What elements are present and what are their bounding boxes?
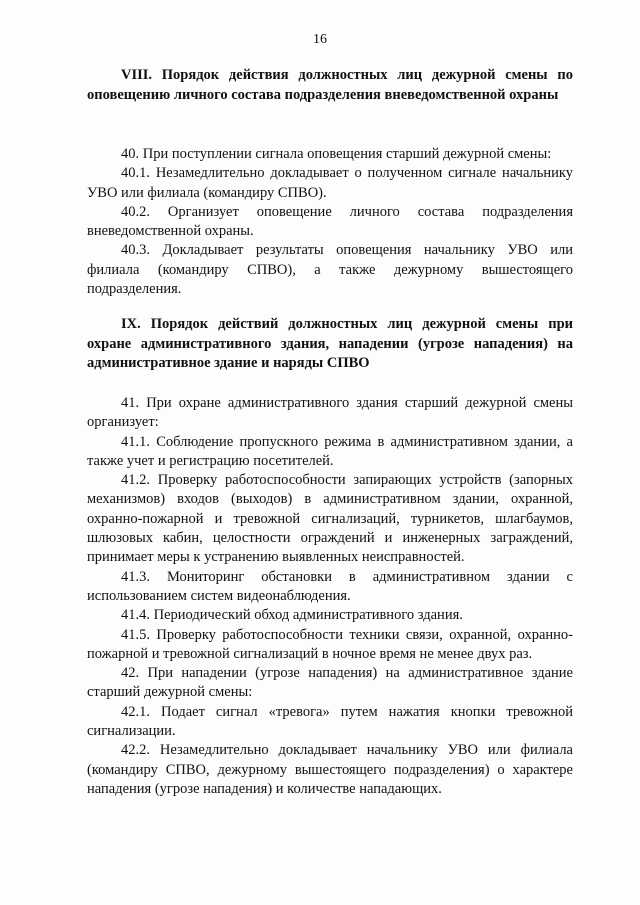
paragraph-40-1: 40.1. Незамедлительно докладывает о полученном сигнале начальнику УВО или филиала (командиру СПВО). [87,165,573,201]
paragraph-41-5: 41.5. Проверку работоспособности техники связи, охранной, охранно-пожарной и тревожной сигнализаций в ночное время не менее двух раз. [87,626,573,662]
section-8-body [87,145,573,299]
section-9-heading: IX. Порядок действий должностных лиц дежурной смены при охране административного здания, нападении (угрозе нападения) на административное здание и наряды СПВО [87,316,573,371]
section-9-body [87,394,573,799]
paragraph-40: 40. При поступлении сигнала оповещения старший дежурной смены: [121,146,552,162]
paragraph-41-2: 41.2. Проверку работоспособности запирающих устройств (запорных механизмов) входов (выходов) в административном здании, охранной, охранно-пожарной и тревожной сигнализаций, турникетов, шлагбаумов, шлюзовых кабин, целостности ограждений и инженерных заграждений, принимает меры к устранению выявленных неисправностей. [87,472,573,566]
paragraph-41-4: 41.4. Периодический обход административного здания. [121,607,463,624]
paragraph-42-1: 42.1. Подает сигнал «тревога» путем нажатия кнопки тревожной сигнализации. [87,703,573,740]
paragraph-41: 41. При охране административного здания старший дежурной смены организует: [87,395,573,431]
paragraph-42: 42. При нападении (угрозе нападения) на административное здание старший дежурной смены: [87,665,573,701]
paragraph-40-2: 40.2. Организует оповещение личного состава подразделения вневедомственной охраны. [87,203,573,240]
paragraph-41-1: 41.1. Соблюдение пропускного режима в административном здании, а также учет и регистрацию посетителей. [87,433,573,469]
paragraph-42-2: 42.2. Незамедлительно докладывает начальнику УВО или филиала (командиру СПВО, дежурному вышестоящего подразделения) о характере нападения (угрозе нападения) и количестве нападающих. [87,742,573,797]
paragraph-40-3: 40.3. Докладывает результаты оповещения начальнику УВО или филиала (командиру СПВО), а также дежурному вышестоящего подразделения. [87,242,573,298]
section-8-heading: VIII. Порядок действия должностных лиц дежурной смены по оповещению личного состава подразделения вневедомственной охраны [87,67,573,103]
page-number: 16 [313,32,327,47]
paragraph-41-3: 41.3. Мониторинг обстановки в административном здании с использованием систем видеонаблюдения. [87,568,573,604]
